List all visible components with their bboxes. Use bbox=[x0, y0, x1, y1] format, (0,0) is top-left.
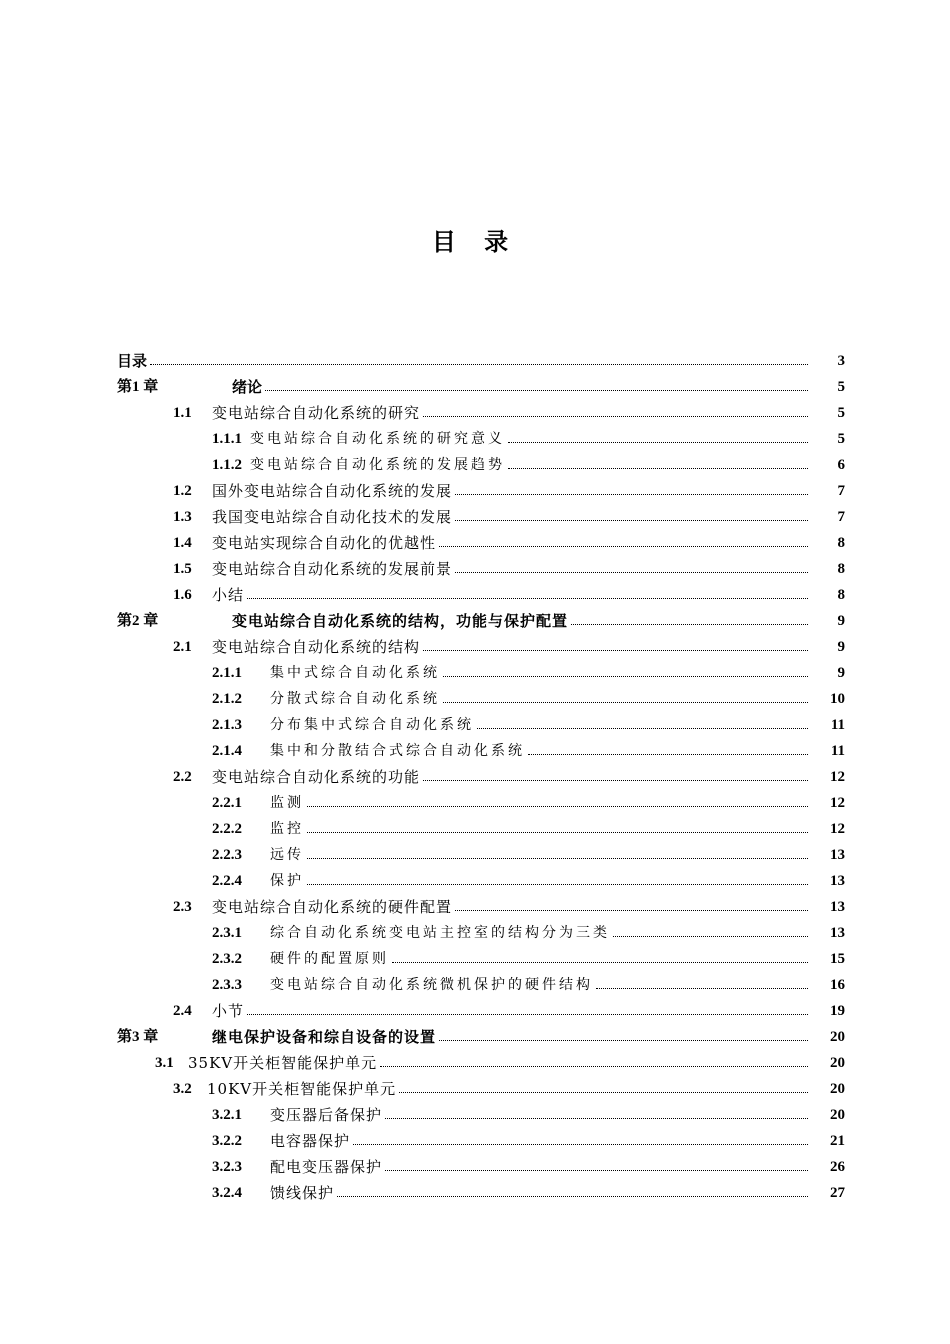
toc-entry-1-6[interactable] bbox=[0, 583, 950, 607]
toc-page: 12 bbox=[830, 769, 845, 785]
toc-page: 9 bbox=[837, 613, 845, 629]
toc-page: 13 bbox=[830, 899, 845, 915]
toc-number: 1.1.2 bbox=[212, 457, 242, 473]
toc-entry-1-4[interactable] bbox=[0, 531, 950, 555]
toc-title: 变电站综合自动化系统的发展趋势 bbox=[250, 457, 505, 473]
toc-entry-2-1-2[interactable] bbox=[0, 687, 950, 711]
toc-page: 20 bbox=[830, 1055, 845, 1071]
toc-number: 3.2.2 bbox=[212, 1133, 242, 1149]
toc-leader bbox=[399, 1077, 808, 1101]
toc-title: 变电站综合自动化系统的结构，功能与保护配置 bbox=[232, 612, 569, 630]
toc-entry-2-2-1[interactable] bbox=[0, 791, 950, 815]
toc-number: 2.2.2 bbox=[212, 821, 242, 837]
toc-page: 20 bbox=[830, 1081, 845, 1097]
toc-leader bbox=[307, 843, 808, 867]
toc-title: 集中式综合自动化系统 bbox=[270, 665, 440, 681]
toc-leader bbox=[571, 609, 808, 633]
toc-leader bbox=[455, 557, 808, 581]
toc-leader bbox=[455, 895, 808, 919]
toc-entry-2-3-3[interactable] bbox=[0, 973, 950, 997]
toc-leader bbox=[307, 791, 808, 815]
toc-page: 15 bbox=[830, 951, 845, 967]
toc-number: 2.1 bbox=[173, 639, 192, 655]
toc-leader bbox=[247, 999, 808, 1023]
toc-page: 7 bbox=[837, 509, 845, 525]
toc-title: 远传 bbox=[270, 847, 304, 863]
toc-page: 6 bbox=[837, 457, 845, 473]
toc-leader bbox=[385, 1155, 808, 1179]
toc-leader bbox=[477, 713, 808, 737]
toc-number: 2.1.1 bbox=[212, 665, 242, 681]
toc-number: 2.3 bbox=[173, 899, 192, 915]
toc-page: 16 bbox=[830, 977, 845, 993]
toc-leader bbox=[455, 505, 808, 529]
toc-entry-2-3-2[interactable] bbox=[0, 947, 950, 971]
page-title: 目 录 bbox=[431, 228, 519, 256]
toc-page: 12 bbox=[830, 821, 845, 837]
toc-leader bbox=[423, 765, 808, 789]
toc-title: 变电站综合自动化系统的发展前景 bbox=[212, 560, 453, 578]
toc-title: 变电站实现综合自动化的优越性 bbox=[212, 534, 437, 552]
toc-title: 变电站综合自动化系统的研究 bbox=[212, 404, 421, 422]
toc-page: 5 bbox=[837, 379, 845, 395]
toc-entry-3-2-4[interactable] bbox=[0, 1181, 950, 1205]
toc-leader bbox=[508, 453, 808, 477]
toc-title: 变电站综合自动化系统的结构 bbox=[212, 638, 421, 656]
toc-number: 2.2 bbox=[173, 769, 192, 785]
toc-leader bbox=[439, 1025, 808, 1049]
toc-leader bbox=[443, 687, 808, 711]
toc-page: 20 bbox=[830, 1107, 845, 1123]
toc-number: 1.6 bbox=[173, 587, 192, 603]
toc-entry-1-5[interactable] bbox=[0, 557, 950, 581]
toc-title: 保护 bbox=[270, 873, 304, 889]
toc-entry-3-2-2[interactable] bbox=[0, 1129, 950, 1153]
toc-number: 1.5 bbox=[173, 561, 192, 577]
toc-title: 电容器保护 bbox=[270, 1132, 351, 1150]
toc-title: 变电站综合自动化系统的研究意义 bbox=[250, 431, 505, 447]
toc-number: 2.4 bbox=[173, 1003, 192, 1019]
toc-number: 3.2 bbox=[173, 1081, 192, 1097]
toc-number: 1.1.1 bbox=[212, 431, 242, 447]
toc-number: 第2 章 bbox=[117, 613, 159, 629]
toc-page: 9 bbox=[837, 665, 845, 681]
toc-number: 2.1.4 bbox=[212, 743, 242, 759]
toc-page: 7 bbox=[837, 483, 845, 499]
toc-title: 小结 bbox=[212, 586, 245, 604]
toc-title: 小节 bbox=[212, 1002, 245, 1020]
toc-leader bbox=[247, 583, 808, 607]
toc-entry-1-1-2[interactable] bbox=[0, 453, 950, 477]
toc-title: 硬件的配置原则 bbox=[270, 951, 389, 967]
toc-page: 5 bbox=[837, 405, 845, 421]
toc-page: 21 bbox=[830, 1133, 845, 1149]
toc-title: 集中和分散结合式综合自动化系统 bbox=[270, 743, 525, 759]
toc-title: 综合自动化系统变电站主控室的结构分为三类 bbox=[270, 925, 610, 941]
toc-title: 分布集中式综合自动化系统 bbox=[270, 717, 474, 733]
toc-number: 3.2.3 bbox=[212, 1159, 242, 1175]
toc-title: 监测 bbox=[270, 795, 304, 811]
toc-entry-2-1-3[interactable] bbox=[0, 713, 950, 737]
toc-entry-contents[interactable] bbox=[0, 349, 950, 373]
toc-entry-2-3[interactable] bbox=[0, 895, 950, 919]
toc-page: 13 bbox=[830, 925, 845, 941]
toc-page: 10 bbox=[830, 691, 845, 707]
toc-page: 5 bbox=[837, 431, 845, 447]
toc-title: 继电保护设备和综自设备的设置 bbox=[212, 1028, 437, 1046]
toc-leader bbox=[353, 1129, 808, 1153]
toc-number: 2.3.2 bbox=[212, 951, 242, 967]
toc-title: 变电站综合自动化系统微机保护的硬件结构 bbox=[270, 977, 593, 993]
toc-page: 8 bbox=[837, 587, 845, 603]
toc-title: 国外变电站综合自动化系统的发展 bbox=[212, 482, 453, 500]
toc-page: 27 bbox=[830, 1185, 845, 1201]
toc-title: 变压器后备保护 bbox=[270, 1106, 383, 1124]
toc-entry-2-1-1[interactable] bbox=[0, 661, 950, 685]
toc-page: 8 bbox=[837, 561, 845, 577]
toc-page: 12 bbox=[830, 795, 845, 811]
toc-number: 3.1 bbox=[155, 1055, 174, 1071]
toc-entry-1-1[interactable] bbox=[0, 401, 950, 425]
toc-title: 配电变压器保护 bbox=[270, 1158, 383, 1176]
toc-page: 9 bbox=[837, 639, 845, 655]
toc-entry-1-3[interactable] bbox=[0, 505, 950, 529]
toc-number: 2.3.3 bbox=[212, 977, 242, 993]
toc-leader bbox=[307, 869, 808, 893]
toc-leader bbox=[380, 1051, 808, 1075]
toc-page: 3 bbox=[837, 353, 845, 369]
toc-leader bbox=[150, 349, 808, 373]
toc-number: 1.2 bbox=[173, 483, 192, 499]
toc-entry-2-2[interactable] bbox=[0, 765, 950, 789]
toc-entry-1-1-1[interactable] bbox=[0, 427, 950, 451]
toc-number: 1.4 bbox=[173, 535, 192, 551]
toc-number: 第3 章 bbox=[117, 1029, 159, 1045]
toc-entry-2-3-1[interactable] bbox=[0, 921, 950, 945]
toc-entry-chapter-1[interactable] bbox=[0, 375, 950, 399]
toc-leader bbox=[439, 531, 808, 555]
toc-title: 10KV开关柜智能保护单元 bbox=[207, 1080, 397, 1098]
toc-leader bbox=[596, 973, 808, 997]
toc-page: 8 bbox=[837, 535, 845, 551]
toc-page: 20 bbox=[830, 1029, 845, 1045]
toc-leader bbox=[613, 921, 808, 945]
toc-title: 变电站综合自动化系统的功能 bbox=[212, 768, 421, 786]
toc-entry-1-2[interactable] bbox=[0, 479, 950, 503]
toc-leader bbox=[337, 1181, 808, 1205]
toc-entry-chapter-3[interactable] bbox=[0, 1025, 950, 1049]
toc-leader bbox=[307, 817, 808, 841]
toc-page: 11 bbox=[830, 743, 845, 759]
toc-entry-2-2-4[interactable] bbox=[0, 869, 950, 893]
toc-entry-2-4[interactable] bbox=[0, 999, 950, 1023]
toc-title: 绪论 bbox=[232, 378, 263, 396]
toc-leader bbox=[443, 661, 808, 685]
toc-leader bbox=[423, 401, 808, 425]
toc-title: 35KV开关柜智能保护单元 bbox=[188, 1054, 378, 1072]
toc-title: 分散式综合自动化系统 bbox=[270, 691, 440, 707]
toc-entry-3-2-1[interactable] bbox=[0, 1103, 950, 1127]
toc-page: 11 bbox=[830, 717, 845, 733]
toc-leader bbox=[385, 1103, 808, 1127]
toc-entry-3-1[interactable] bbox=[0, 1051, 950, 1075]
toc-number: 2.2.4 bbox=[212, 873, 242, 889]
toc-leader bbox=[508, 427, 808, 451]
toc-leader bbox=[423, 635, 808, 659]
toc-entry-2-2-2[interactable] bbox=[0, 817, 950, 841]
toc-page: 26 bbox=[830, 1159, 845, 1175]
toc-page: 19 bbox=[830, 1003, 845, 1019]
toc-number: 2.1.2 bbox=[212, 691, 242, 707]
toc-title: 馈线保护 bbox=[270, 1184, 335, 1202]
toc-number: 3.2.1 bbox=[212, 1107, 242, 1123]
toc-number: 2.2.3 bbox=[212, 847, 242, 863]
toc-number: 2.3.1 bbox=[212, 925, 242, 941]
toc-title: 我国变电站综合自动化技术的发展 bbox=[212, 508, 453, 526]
toc-number: 1.1 bbox=[173, 405, 192, 421]
toc-entry-2-2-3[interactable] bbox=[0, 843, 950, 867]
toc-leader bbox=[528, 739, 808, 763]
toc-number: 目录 bbox=[117, 352, 148, 370]
toc-entry-2-1[interactable] bbox=[0, 635, 950, 659]
toc-entry-2-1-4[interactable] bbox=[0, 739, 950, 763]
toc-entry-3-2-3[interactable] bbox=[0, 1155, 950, 1179]
toc-number: 2.2.1 bbox=[212, 795, 242, 811]
toc-title: 监控 bbox=[270, 821, 304, 837]
toc-leader bbox=[455, 479, 808, 503]
toc-page: 13 bbox=[830, 847, 845, 863]
toc-entry-chapter-2[interactable] bbox=[0, 609, 950, 633]
toc-number: 3.2.4 bbox=[212, 1185, 242, 1201]
toc-number: 第1 章 bbox=[117, 379, 159, 395]
toc-leader bbox=[265, 375, 808, 399]
toc-title: 变电站综合自动化系统的硬件配置 bbox=[212, 898, 453, 916]
toc-number: 2.1.3 bbox=[212, 717, 242, 733]
toc-number: 1.3 bbox=[173, 509, 192, 525]
toc-leader bbox=[392, 947, 808, 971]
toc-entry-3-2[interactable] bbox=[0, 1077, 950, 1101]
toc-page: 13 bbox=[830, 873, 845, 889]
